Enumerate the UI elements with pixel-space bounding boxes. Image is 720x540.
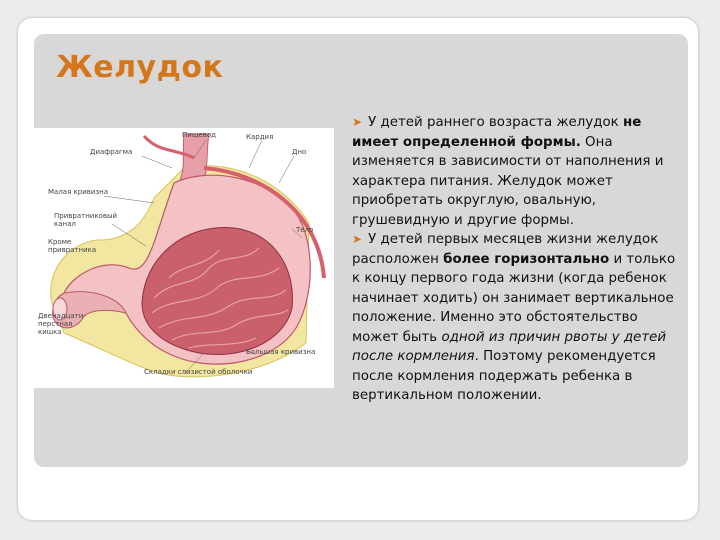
label-duodenum: Двенадцати- перстная кишка bbox=[38, 312, 86, 337]
label-pyloric-canal: Привратниковый канал bbox=[54, 212, 118, 229]
bullet-2-italic: одной из причин рвоты у детей после кормления bbox=[352, 329, 667, 364]
bullet-2-text-3: . Поэтому рекомендуется после кормления подержать ребенка в вертикальном положении. bbox=[352, 349, 656, 403]
bullet-2-bold: более горизонтально bbox=[443, 251, 610, 267]
label-fundus: Дно bbox=[292, 148, 307, 156]
bullet-2-text-2: и только к концу первого года жизни (когда ребенок начинает ходить) он занимает вертикальное положение. Именно это обстоятельство может быть bbox=[352, 251, 676, 345]
slide-body-text bbox=[352, 113, 686, 406]
bullet-1-bold: не имеет определенной формы. bbox=[352, 115, 642, 150]
label-diaphragm: Диафрагма bbox=[90, 148, 133, 156]
stomach-illustration bbox=[34, 128, 334, 388]
label-body: Тело bbox=[296, 226, 314, 234]
label-lesser-curvature: Малая кривизна bbox=[48, 188, 109, 196]
label-mucosal-folds: Складки слизистой оболочки bbox=[144, 368, 253, 376]
arrow-bullet-icon: ➤ bbox=[352, 115, 363, 129]
label-greater-curvature: Большая кривизна bbox=[246, 348, 316, 356]
label-esophagus: Пищевод bbox=[182, 131, 216, 139]
slide-title: Желудок bbox=[56, 50, 224, 85]
bullet-1-text-1: У детей раннего возраста желудок bbox=[368, 115, 619, 130]
arrow-bullet-icon: ➤ bbox=[352, 232, 363, 246]
bullet-2 bbox=[352, 230, 686, 406]
bullet-1 bbox=[352, 113, 686, 230]
bullet-2-text-1: У детей первых месяцев жизни желудок расположен bbox=[352, 232, 659, 267]
label-pylorus: Кроме привратника bbox=[48, 238, 97, 255]
label-cardia: Кардия bbox=[246, 133, 274, 141]
bullet-1-text-2: Она изменяется в зависимости от наполнения и характера питания. Желудок может приобретать округлую, овальную, грушевидную и другие формы. bbox=[352, 134, 664, 228]
